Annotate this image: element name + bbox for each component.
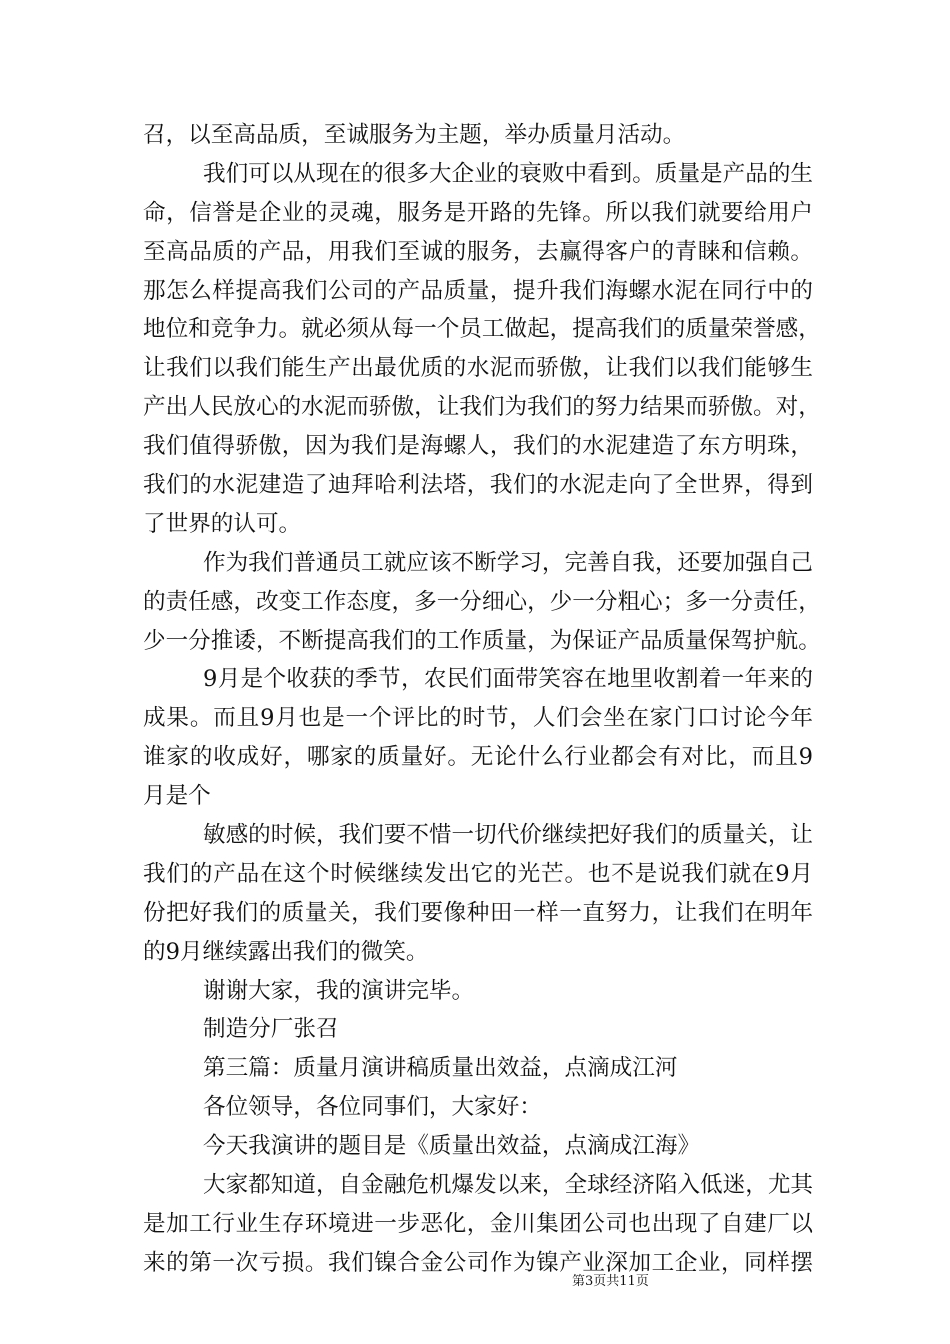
text-line: 谁家的收成好，哪家的质量好。无论什么行业都会有对比，而且9 (143, 744, 813, 771)
text-line: 我们的产品在这个时候继续发出它的光芒。也不是说我们就在9月 (143, 860, 813, 887)
text-line: 少一分推诿，不断提高我们的工作质量，为保证产品质量保驾护航。 (143, 627, 821, 654)
text-line: 的责任感，改变工作态度，多一分细心，少一分粗心；多一分责任， (143, 588, 821, 615)
text-line: 那怎么样提高我们公司的产品质量，提升我们海螺水泥在同行中的 (143, 277, 813, 304)
text-line: 命，信誉是企业的灵魂，服务是开路的先锋。所以我们就要给用户 (143, 199, 813, 226)
document-body (143, 116, 821, 1283)
text-line: 召，以至高品质，至诚服务为主题，举办质量月活动。 (143, 122, 686, 148)
text-line: 我们的水泥建造了迪拜哈利法塔，我们的水泥走向了全世界，得到 (143, 472, 813, 499)
text-line: 月是个 (143, 783, 211, 810)
text-line: 今天我演讲的题目是《质量出效益，点滴成江海》 (203, 1133, 701, 1160)
section-heading: 第三篇：质量月演讲稿质量出效益，点滴成江河 (203, 1055, 678, 1082)
text-line: 制造分厂张召 (203, 1016, 339, 1043)
text-line: 大家都知道，自金融危机爆发以来，全球经济陷入低迷，尤其 (203, 1172, 814, 1199)
text-line: 地位和竞争力。就必须从每一个员工做起，提高我们的质量荣誉感， (143, 316, 821, 343)
text-line: 我们可以从现在的很多大企业的衰败中看到。质量是产品的生 (203, 160, 814, 187)
text-line: 谢谢大家，我的演讲完毕。 (203, 977, 475, 1004)
text-line: 了世界的认可。 (143, 510, 302, 537)
text-line: 让我们以我们能生产出最优质的水泥而骄傲，让我们以我们能够生 (143, 355, 813, 382)
text-line: 9月是个收获的季节，农民们面带笑容在地里收割着一年来的 (203, 666, 813, 693)
text-line: 敏感的时候，我们要不惜一切代价继续把好我们的质量关，让 (203, 822, 814, 849)
text-line: 是加工行业生存环境进一步恶化，金川集团公司也出现了自建厂以 (143, 1210, 813, 1237)
text-line: 产出人民放心的水泥而骄傲，让我们为我们的努力结果而骄傲。对， (143, 394, 821, 421)
text-line: 成果。而且9月也是一个评比的时节，人们会坐在家门口讨论今年 (143, 705, 813, 732)
text-line: 我们值得骄傲，因为我们是海螺人，我们的水泥建造了东方明珠， (143, 433, 813, 460)
text-line: 各位领导，各位同事们，大家好： (203, 1094, 542, 1121)
text-line: 来的第一次亏损。我们镍合金公司作为镍产业深加工企业，同样摆 (143, 1249, 813, 1276)
page-number: 第3页共11页 (572, 1274, 649, 1289)
text-line: 至高品质的产品，用我们至诚的服务，去赢得客户的青睐和信赖。 (143, 238, 813, 265)
text-line: 的9月继续露出我们的微笑。 (143, 938, 429, 965)
text-line: 份把好我们的质量关，我们要像种田一样一直努力，让我们在明年 (143, 899, 813, 926)
text-line: 作为我们普通员工就应该不断学习，完善自我，还要加强自己 (203, 549, 814, 576)
